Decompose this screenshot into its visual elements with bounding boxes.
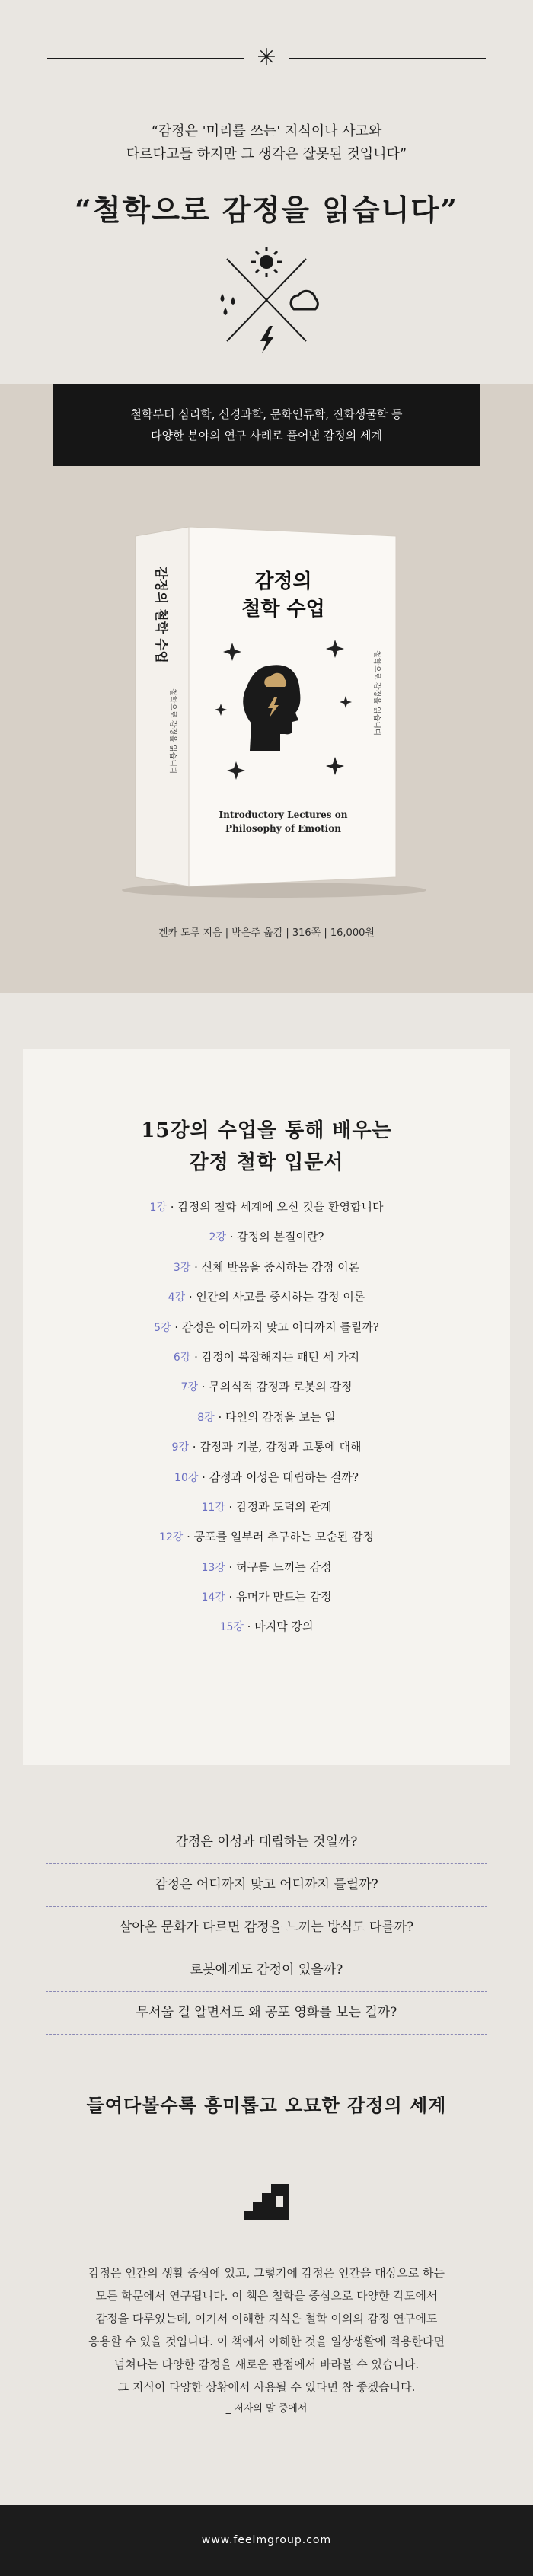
top-divider-right xyxy=(289,58,486,59)
lesson-number: 3강 xyxy=(173,1261,191,1274)
lesson-title: 감정이 복잡해지는 패턴 세 가지 xyxy=(201,1349,360,1364)
lesson-item: 14강 · 유머가 만드는 감정 xyxy=(201,1590,332,1604)
headline: “철학으로 감정을 읽습니다” xyxy=(75,193,458,227)
lesson-number: 14강 xyxy=(201,1591,225,1604)
lesson-item: 5강 · 감정은 어디까지 맞고 어디까지 틀릴까? xyxy=(154,1320,379,1334)
lesson-number: 7강 xyxy=(180,1381,198,1394)
preface-line: 넘쳐나는 다양한 감정을 새로운 관점에서 바라볼 수 있습니다. xyxy=(113,2357,420,2371)
lesson-item: 4강 · 인간의 사고를 중시하는 감정 이론 xyxy=(168,1290,365,1304)
question-item: 로봇에게도 감정이 있을까? xyxy=(46,1949,487,1992)
lesson-number: 5강 xyxy=(154,1321,171,1334)
lesson-item: 1강 · 감정의 철학 세계에 오신 것을 환영합니다 xyxy=(149,1200,384,1214)
lesson-item: 9강 · 감정과 기분, 감정과 고통에 대해 xyxy=(171,1440,362,1454)
intro-quote-line1: “감정은 '머리를 쓰는' 지식이나 사고와 xyxy=(151,123,382,139)
footer xyxy=(0,2505,533,2576)
curriculum-card xyxy=(23,1049,510,1765)
book-title-line2: 철학 수업 xyxy=(241,598,325,621)
curriculum-title xyxy=(23,1115,510,1179)
intro-quote xyxy=(0,120,533,166)
topic-banner-line2: 다양한 분야의 연구 사례로 풀어낸 감정의 세계 xyxy=(151,429,382,442)
lesson-title: 인간의 사고를 중시하는 감정 이론 xyxy=(196,1290,365,1304)
preface-line: 응용할 수 있을 것입니다. 이 책에서 이해한 것을 일상생활에 적용한다면 xyxy=(88,2335,445,2348)
cover-vertical-subtitle: 철학으로 감정을 읽습니다 xyxy=(372,650,381,736)
lesson-number: 6강 xyxy=(173,1351,191,1364)
book-info: 겐카 도루 지음 | 박은주 옮김 | 316쪽 | 16,000원 xyxy=(158,927,375,939)
book-en-line1: Introductory Lectures on xyxy=(219,809,348,820)
question-item: 살아온 문화가 다르면 감정을 느끼는 방식도 다를까? xyxy=(46,1907,487,1949)
snowflake-icon: ✳ xyxy=(257,44,276,71)
preface-text xyxy=(61,2262,472,2399)
preface-line: 감정은 인간의 생활 중심에 있고, 그렇기에 감정은 인간을 대상으로 하는 xyxy=(88,2266,445,2280)
spine-title: 감정의 철학 수업 xyxy=(153,567,168,663)
weather-icon xyxy=(212,244,321,356)
question-item: 감정은 어디까지 맞고 어디까지 틀릴까? xyxy=(46,1864,487,1907)
book-title-line1: 감정의 xyxy=(254,570,312,593)
question-item: 감정은 이성과 대립하는 것일까? xyxy=(46,1821,487,1864)
lesson-item: 12강 · 공포를 일부러 추구하는 모순된 감정 xyxy=(158,1530,375,1544)
lesson-number: 13강 xyxy=(201,1561,225,1574)
lesson-title: 감정과 이성은 대립하는 걸까? xyxy=(209,1470,359,1484)
preface-line: 모든 학문에서 연구됩니다. 이 책은 철학을 중심으로 다양한 각도에서 xyxy=(95,2289,438,2303)
lesson-title: 감정은 어디까지 맞고 어디까지 틀릴까? xyxy=(181,1320,379,1334)
slogan: 들여다볼수록 흥미롭고 오묘한 감정의 세계 xyxy=(86,2094,447,2116)
lesson-title: 감정의 철학 세계에 오신 것을 환영합니다 xyxy=(177,1200,384,1214)
lesson-title: 감정의 본질이란? xyxy=(237,1230,324,1244)
lesson-title: 감정과 도덕의 관계 xyxy=(236,1499,332,1514)
lesson-number: 9강 xyxy=(171,1441,189,1454)
lesson-item: 13강 · 허구를 느끼는 감정 xyxy=(201,1559,332,1574)
lesson-number: 15강 xyxy=(219,1621,244,1634)
lesson-title: 감정과 기분, 감정과 고통에 대해 xyxy=(199,1440,362,1454)
question-item: 무서울 걸 알면서도 왜 공포 영화를 보는 걸까? xyxy=(46,1992,487,2035)
lesson-number: 11강 xyxy=(201,1501,225,1514)
lesson-number: 2강 xyxy=(209,1231,226,1244)
lesson-title: 허구를 느끼는 감정 xyxy=(236,1559,332,1574)
lesson-title: 유머가 만드는 감정 xyxy=(236,1590,332,1604)
lesson-title: 신체 반응을 중시하는 감정 이론 xyxy=(201,1259,360,1274)
preface-source: _ 저자의 말 중에서 xyxy=(225,2403,308,2415)
spine-subtitle: 철학으로 감정을 읽습니다 xyxy=(168,688,177,774)
website-link[interactable]: www.feelmgroup.com xyxy=(201,2534,332,2546)
lesson-item: 2강 · 감정의 본질이란? xyxy=(209,1230,324,1244)
lesson-list xyxy=(23,1192,510,1642)
curriculum-title-line2: 감정 철학 입문서 xyxy=(189,1151,344,1174)
lesson-item: 10강 · 감정과 이성은 대립하는 걸까? xyxy=(174,1470,359,1484)
lesson-item: 6강 · 감정이 복잡해지는 패턴 세 가지 xyxy=(173,1349,360,1364)
top-divider-left xyxy=(47,58,244,59)
preface-line: 그 지식이 다양한 상황에서 사용될 수 있다면 참 좋겠습니다. xyxy=(117,2380,416,2394)
lesson-item: 7강 · 무의식적 감정과 로봇의 감정 xyxy=(180,1380,353,1394)
lesson-number: 4강 xyxy=(168,1291,186,1304)
lesson-item: 15강 · 마지막 강의 xyxy=(219,1620,314,1634)
lesson-item: 11강 · 감정과 도덕의 관계 xyxy=(201,1499,332,1514)
lesson-title: 공포를 일부러 추구하는 모순된 감정 xyxy=(193,1530,375,1544)
stairs-icon xyxy=(244,2182,289,2220)
lesson-item: 8강 · 타인의 감정을 보는 일 xyxy=(197,1409,336,1424)
lesson-number: 10강 xyxy=(174,1471,199,1484)
lesson-item: 3강 · 신체 반응을 중시하는 감정 이론 xyxy=(173,1259,360,1274)
intro-quote-line2: 다르다고들 하지만 그 생각은 잘못된 것입니다” xyxy=(126,146,407,162)
curriculum-title-line1: 15강의 수업을 통해 배우는 xyxy=(141,1119,392,1142)
book-en-line2: Philosophy of Emotion xyxy=(225,823,341,834)
question-list xyxy=(0,1821,533,2035)
book-cover-image xyxy=(107,506,426,902)
book-section xyxy=(0,384,533,993)
lesson-title: 무의식적 감정과 로봇의 감정 xyxy=(209,1380,353,1394)
topic-banner-line1: 철학부터 심리학, 신경과학, 문화인류학, 진화생물학 등 xyxy=(130,407,403,421)
lesson-number: 8강 xyxy=(197,1411,215,1424)
lesson-title: 마지막 강의 xyxy=(254,1620,314,1634)
lesson-number: 1강 xyxy=(149,1202,167,1214)
topic-banner xyxy=(53,384,480,466)
preface-line: 감정을 다루었는데, 여기서 이해한 지식은 철학 이외의 감정 연구에도 xyxy=(95,2312,438,2325)
lesson-number: 12강 xyxy=(158,1531,184,1544)
lesson-title: 타인의 감정을 보는 일 xyxy=(225,1409,336,1424)
